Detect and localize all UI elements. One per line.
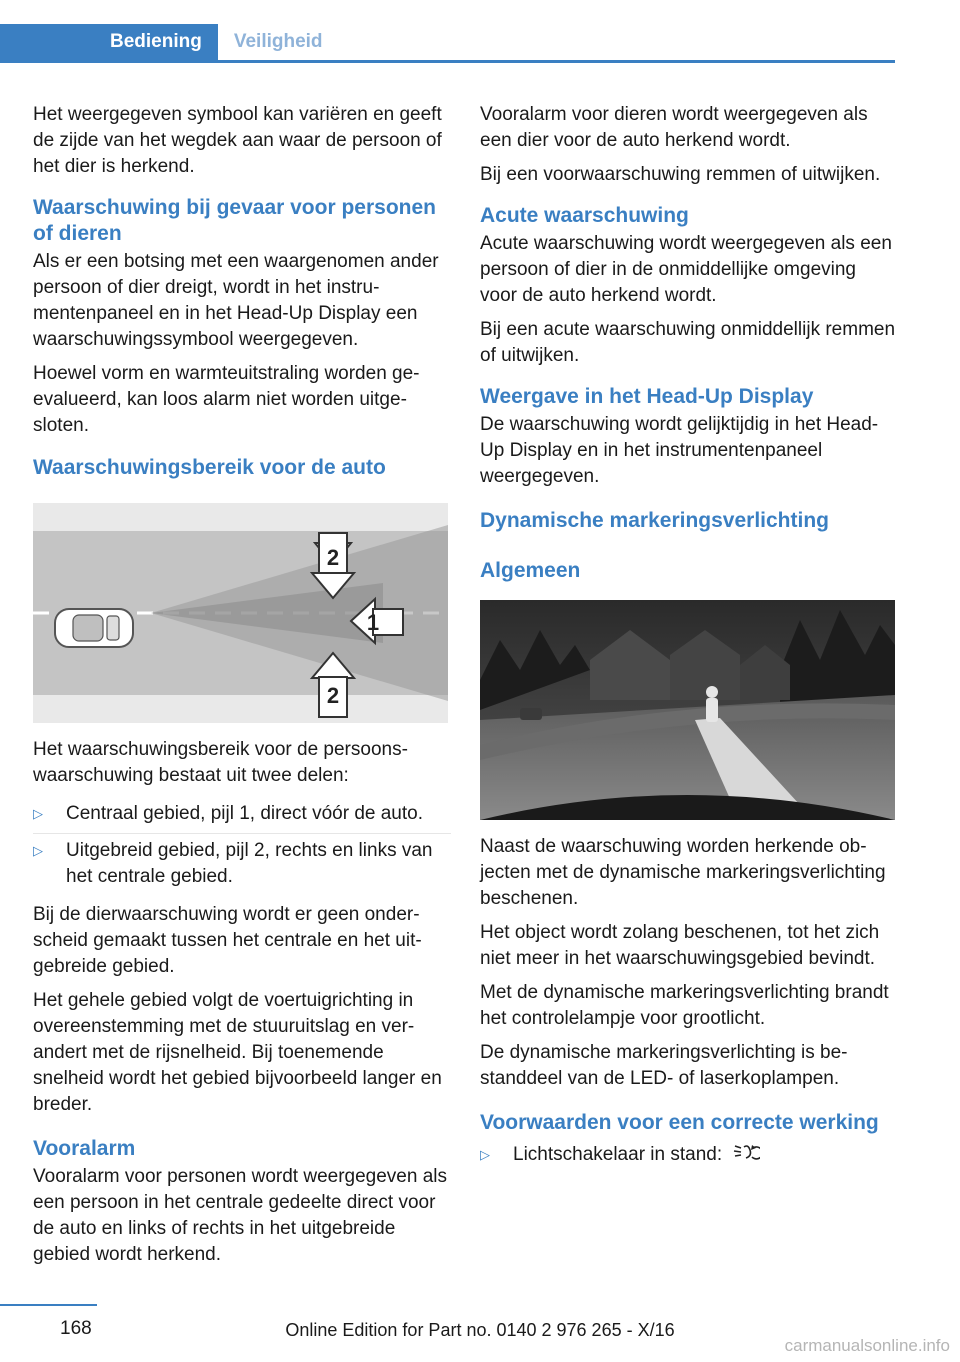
conditions-list — [480, 1138, 898, 1174]
label-2-bottom: 2 — [326, 683, 340, 708]
heading-general: Algemeen — [480, 559, 581, 582]
range-list — [33, 797, 451, 896]
list-item: ▷ Lichtschakelaar in stand: — [480, 1138, 898, 1174]
intro-paragraph: Het weergegeven symbool kan variëren en geeft de zijde van het wegdek aan waar de persoon of het dier is herkend. — [33, 104, 442, 177]
range-follows-paragraph: Het gehele gebied volgt de voertuigrichting in overeenstemming met de stuuruitslag en verandert met de rijsnelheid. Bij toenemende snelheid wordt het gebied bijvoorbeeld langer en breder. — [33, 990, 442, 1115]
animal-range-paragraph: Bij de dierwaarschuwing wordt er geen onderscheid gemaakt tussen het centrale en het uitgebreide gebied. — [33, 904, 422, 977]
header-tabs — [0, 24, 341, 60]
triangle-bullet-icon: ▷ — [480, 1147, 490, 1162]
watermark: carmanualsonline.info — [784, 1336, 950, 1355]
car-icon — [55, 609, 133, 647]
tab-veiligheid[interactable]: Veiligheid — [233, 31, 323, 52]
label-2-top: 2 — [326, 545, 340, 570]
left-column — [33, 102, 451, 1276]
acute-action-paragraph: Bij een acute waarschuwing onmiddellijk remmen of uitwijken. — [480, 319, 896, 366]
heading-acute-warning: Acute waarschuwing — [480, 204, 689, 227]
header-rule — [0, 60, 895, 63]
heading-warning-persons-animals: Waarschuwing bij gevaar voor personen of dieren — [33, 196, 436, 245]
triangle-bullet-icon: ▷ — [33, 843, 43, 858]
acute-warning-paragraph: Acute waarschuwing wordt weergegeven als een persoon of dier in de onmiddellijke omgeving voor de auto herkend wordt. — [480, 233, 892, 306]
warning-range-diagram — [33, 503, 448, 723]
warning-paragraph: Als er een botsing met een waargenomen ander persoon of dier dreigt, wordt in het instrumentenpaneel en in het Head-Up Display een waarschuwingssymbool weergegeven. — [33, 251, 439, 350]
page-number: 168 — [60, 1318, 92, 1339]
tab-bediening[interactable]: Bediening — [0, 24, 218, 60]
list-item: ▷ Uitgebreid gebied, pijl 2, rechts en links van het centrale gebied. — [33, 834, 451, 896]
false-alarm-paragraph: Hoewel vorm en warmteuitstraling worden geevalueerd, kan loos alarm niet worden uitgesloten. — [33, 363, 420, 436]
page-number-rule — [0, 1304, 97, 1306]
hud-paragraph: De waarschuwing wordt gelijktijdig in het Head-Up Display en in het instrumentenpaneel weergegeven. — [480, 414, 879, 487]
list-item: ▷ Centraal gebied, pijl 1, direct vóór de auto. — [33, 797, 451, 834]
prewarning-action-paragraph: Bij een voorwaarschuwing remmen of uitwijken. — [480, 164, 881, 185]
heading-hud-display: Weergave in het Head-Up Display — [480, 385, 814, 408]
night-road-photo — [480, 600, 895, 820]
footer-edition: Online Edition for Part no. 0140 2 976 265 - X/16 — [285, 1320, 675, 1340]
heading-dynamic-marking: Dynamische markeringsverlichting — [480, 509, 829, 532]
prealarm-animals-paragraph: Vooralarm voor dieren wordt weergegeven als een dier voor de auto herkend wordt. — [480, 104, 868, 151]
triangle-bullet-icon: ▷ — [33, 806, 43, 821]
illumination-duration-paragraph: Het object wordt zolang beschenen, tot het zich niet meer in het waarschuwingsgebied bevindt. — [480, 922, 880, 969]
label-1: 1 — [366, 610, 380, 635]
light-switch-auto-icon — [732, 1142, 760, 1162]
heading-warning-range: Waarschuwingsbereik voor de auto — [33, 456, 386, 479]
heading-prealarm: Vooralarm — [33, 1137, 136, 1160]
right-column — [480, 102, 898, 1180]
range-intro-paragraph: Het waarschuwingsbereik voor de persoonswaarschuwing bestaat uit twee delen: — [33, 739, 408, 786]
led-headlights-paragraph: De dynamische markeringsverlichting is bestanddeel van de LED- of laserkoplampen. — [480, 1042, 848, 1089]
prealarm-paragraph: Vooralarm voor personen wordt weergegeven als een persoon in het centrale gedeelte direct voor de auto en links of rechts in het uitgebreide gebied wordt herkend. — [33, 1166, 448, 1265]
high-beam-indicator-paragraph: Met de dynamische markeringsverlichting brandt het controlelampje voor grootlicht. — [480, 982, 889, 1029]
heading-conditions: Voorwaarden voor een correcte werking — [480, 1111, 879, 1134]
marking-paragraph: Naast de waarschuwing worden herkende objecten met de dynamische markeringsverlichting beschenen. — [480, 836, 886, 909]
